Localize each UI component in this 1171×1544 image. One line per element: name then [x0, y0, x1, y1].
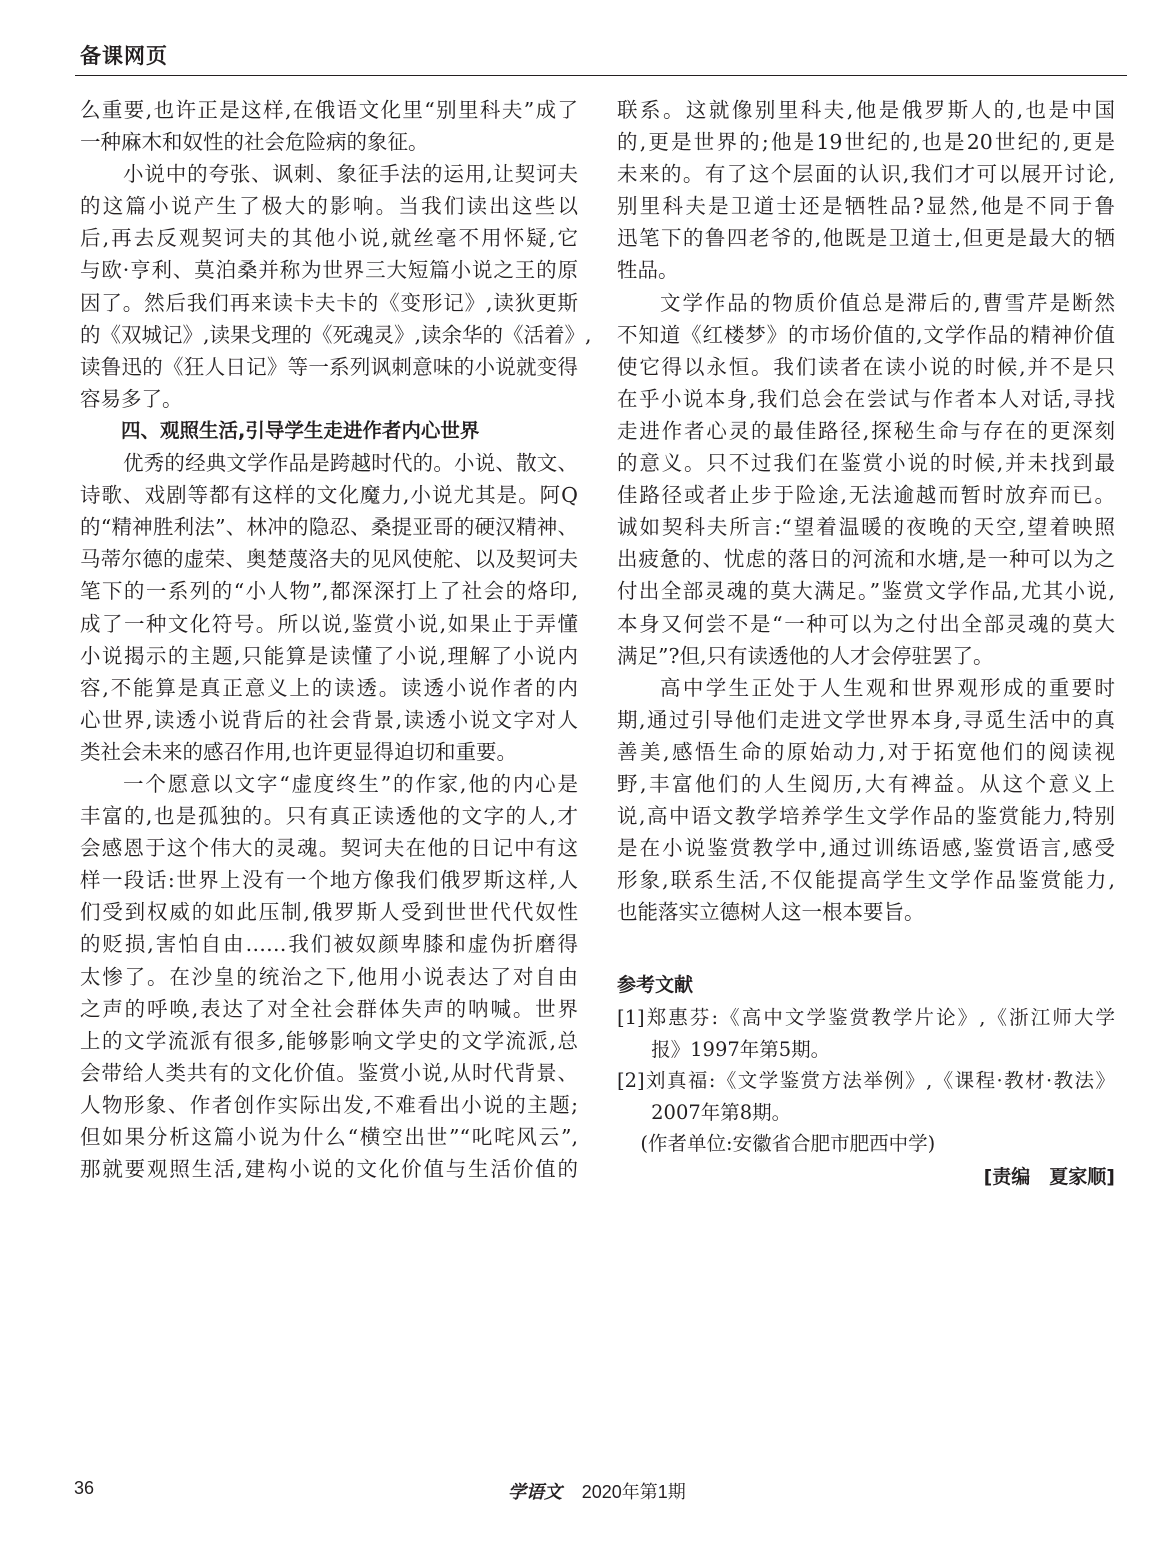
- references-title: 参考文献: [617, 974, 694, 996]
- text-line: 心世界,读透小说背后的社会背景,读透小说文字对人: [80, 707, 578, 732]
- text-line: 但如果分析这篇小说为什么“横空出世”“叱咤风云”,: [80, 1125, 578, 1149]
- text-line: 走进作者心灵的最佳路径,探秘生命与存在的更深刻: [617, 418, 1115, 443]
- text-line: 容,不能算是真正意义上的读透。读透小说作者的内: [80, 675, 578, 700]
- text-line: 的“精神胜利法”、林冲的隐忍、桑提亚哥的硬汉精神、: [80, 515, 578, 540]
- text-line: 会感恩于这个伟大的灵魂。契诃夫在他的日记中有这: [80, 836, 578, 861]
- text-line: 的,更是世界的;他是19世纪的,也是20世纪的,更是: [617, 130, 1115, 155]
- text-line: 类社会未来的感召作用,也许更显得迫切和重要。: [80, 739, 518, 764]
- text-line: 迅笔下的鲁四老爷的,他既是卫道士,但更是最大的牺: [617, 226, 1115, 251]
- text-line: 优秀的经典文学作品是跨越时代的。小说、散文、: [123, 451, 578, 476]
- reference-text: [2]刘真福:《文学鉴赏方法举例》,《课程·教材·教法》: [617, 1069, 1115, 1092]
- page-number: 36: [74, 1478, 95, 1498]
- reference-item: [617, 1002, 1115, 1065]
- journal-footer: [508, 1478, 686, 1504]
- text-line: 之声的呼唤,表达了对全社会群体失声的呐喊。世界: [80, 996, 578, 1021]
- text-line: 付出全部灵魂的莫大满足。”鉴赏文学作品,尤其小说,: [617, 579, 1115, 604]
- text-line: 会带给人类共有的文化价值。鉴赏小说,从时代背景、: [80, 1060, 578, 1085]
- text-line: 那就要观照生活,建构小说的文化价值与生活价值的: [80, 1157, 578, 1182]
- text-line: 诗歌、戏剧等都有这样的文化魔力,小说尤其是。阿Q: [80, 483, 578, 508]
- text-line: 小说中的夸张、讽刺、象征手法的运用,让契诃夫: [123, 162, 578, 187]
- text-line: 丰富的,也是孤独的。只有真正读透他的文字的人,才: [80, 804, 578, 829]
- text-line: 小说揭示的主题,只能算是读懂了小说,理解了小说内: [80, 643, 578, 668]
- text-line: 后,再去反观契诃夫的其他小说,就丝毫不用怀疑,它: [80, 226, 578, 251]
- text-line: 未来的。有了这个层面的认识,我们才可以展开讨论,: [617, 162, 1115, 187]
- text-line: 容易多了。: [80, 386, 183, 411]
- text-line: 一个愿意以文字“虚度终生”的作家,他的内心是: [123, 771, 578, 796]
- author-affiliation: (作者单位:安徽省合肥市肥西中学): [640, 1132, 936, 1155]
- reference-item: [617, 1065, 1115, 1128]
- section-heading: 四、观照生活,引导学生走进作者内心世界: [120, 418, 480, 442]
- text-line: 满足”?但,只有读透他的人才会停驻罢了。: [617, 643, 994, 668]
- text-line: 的贬损,害怕自由……我们被奴颜卑膝和虚伪折磨得: [80, 932, 578, 957]
- text-line: 样一段话:世界上没有一个地方像我们俄罗斯这样,人: [80, 868, 578, 893]
- editor-credit: [责编 夏家顺]: [983, 1166, 1115, 1188]
- header-divider: [75, 75, 1127, 76]
- text-line: 佳路径或者止步于险途,无法逾越而暂时放弃而已。: [617, 483, 1115, 508]
- text-line: 是在小说鉴赏教学中,通过训练语感,鉴赏语言,感受: [617, 836, 1115, 861]
- text-line: 读鲁迅的《狂人日记》等一系列讽刺意味的小说就变得: [80, 354, 578, 379]
- text-line: 野,丰富他们的人生阅历,大有裨益。从这个意义上: [617, 771, 1115, 796]
- text-line: 笔下的一系列的“小人物”,都深深打上了社会的烙印,: [80, 579, 578, 604]
- reference-text-continued: 报》1997年第5期。: [651, 1037, 831, 1061]
- text-line: 成了一种文化符号。所以说,鉴赏小说,如果止于弄懂: [80, 611, 578, 636]
- text-line: 的这篇小说产生了极大的影响。当我们读出这些以: [80, 194, 578, 219]
- reference-text: [1]郑惠芬:《高中文学鉴赏教学片论》,《浙江师大学: [617, 1006, 1115, 1029]
- text-line: 因了。然后我们再来读卡夫卡的《变形记》,读狄更斯: [80, 290, 578, 315]
- journal-issue: 2020年第1期: [581, 1482, 686, 1502]
- text-line: 牲品。: [617, 258, 679, 283]
- text-line: 的《双城记》,读果戈理的《死魂灵》,读余华的《活着》,: [80, 322, 592, 347]
- text-line: 太惨了。在沙皇的统治之下,他用小说表达了对自由: [80, 964, 578, 989]
- text-line: 文学作品的物质价值总是滞后的,曹雪芹是断然: [660, 290, 1115, 315]
- text-line: 高中学生正处于人生观和世界观形成的重要时: [660, 675, 1115, 700]
- text-line: 使它得以永恒。我们读者在读小说的时候,并不是只: [617, 354, 1115, 379]
- references-section: [617, 968, 1115, 1194]
- text-line: 们受到权威的如此压制,俄罗斯人受到世世代代奴性: [80, 900, 578, 925]
- text-line: 形象,联系生活,不仅能提高学生文学作品鉴赏能力,: [617, 868, 1115, 893]
- text-line: 诚如契科夫所言:“望着温暖的夜晚的天空,望着映照: [617, 515, 1115, 540]
- text-line: 说,高中语文教学培养学生文学作品的鉴赏能力,特别: [617, 804, 1115, 829]
- text-line: 善美,感悟生命的原始动力,对于拓宽他们的阅读视: [617, 739, 1115, 764]
- text-line: 在乎小说本身,我们总会在尝试与作者本人对话,寻找: [617, 386, 1115, 411]
- left-column: [80, 94, 592, 1185]
- text-line: 一种麻木和奴性的社会危险病的象征。: [80, 130, 429, 155]
- text-line: 不知道《红楼梦》的市场价值的,文学作品的精神价值: [617, 322, 1115, 347]
- text-line: 的意义。只不过我们在鉴赏小说的时候,并未找到最: [617, 451, 1115, 476]
- text-line: 联系。这就像别里科夫,他是俄罗斯人的,也是中国: [617, 98, 1115, 122]
- text-line: 上的文学流派有很多,能够影响文学史的文学流派,总: [80, 1028, 578, 1053]
- text-line: 人物形象、作者创作实际出发,不难看出小说的主题;: [80, 1092, 578, 1117]
- text-line: 期,通过引导他们走进文学世界本身,寻觅生活中的真: [617, 707, 1115, 732]
- section-title: 备课网页: [80, 44, 168, 68]
- text-line: 么重要,也许正是这样,在俄语文化里“别里科夫”成了: [80, 98, 578, 122]
- text-line: 出疲惫的、忧虑的落日的河流和水塘,是一种可以为之: [617, 547, 1115, 572]
- reference-text-continued: 2007年第8期。: [651, 1100, 792, 1124]
- text-line: 别里科夫是卫道士还是牺牲品?显然,他是不同于鲁: [617, 194, 1115, 219]
- text-line: 与欧·亨利、莫泊桑并称为世界三大短篇小说之王的原: [80, 258, 578, 283]
- right-column: [617, 94, 1115, 928]
- text-line: 马蒂尔德的虚荣、奥楚蔑洛夫的见风使舵、以及契诃夫: [80, 547, 578, 572]
- journal-logo: 学语文: [508, 1482, 562, 1503]
- text-line: 本身又何尝不是“一种可以为之付出全部灵魂的莫大: [617, 611, 1115, 636]
- text-line: 也能落实立德树人这一根本要旨。: [617, 900, 925, 925]
